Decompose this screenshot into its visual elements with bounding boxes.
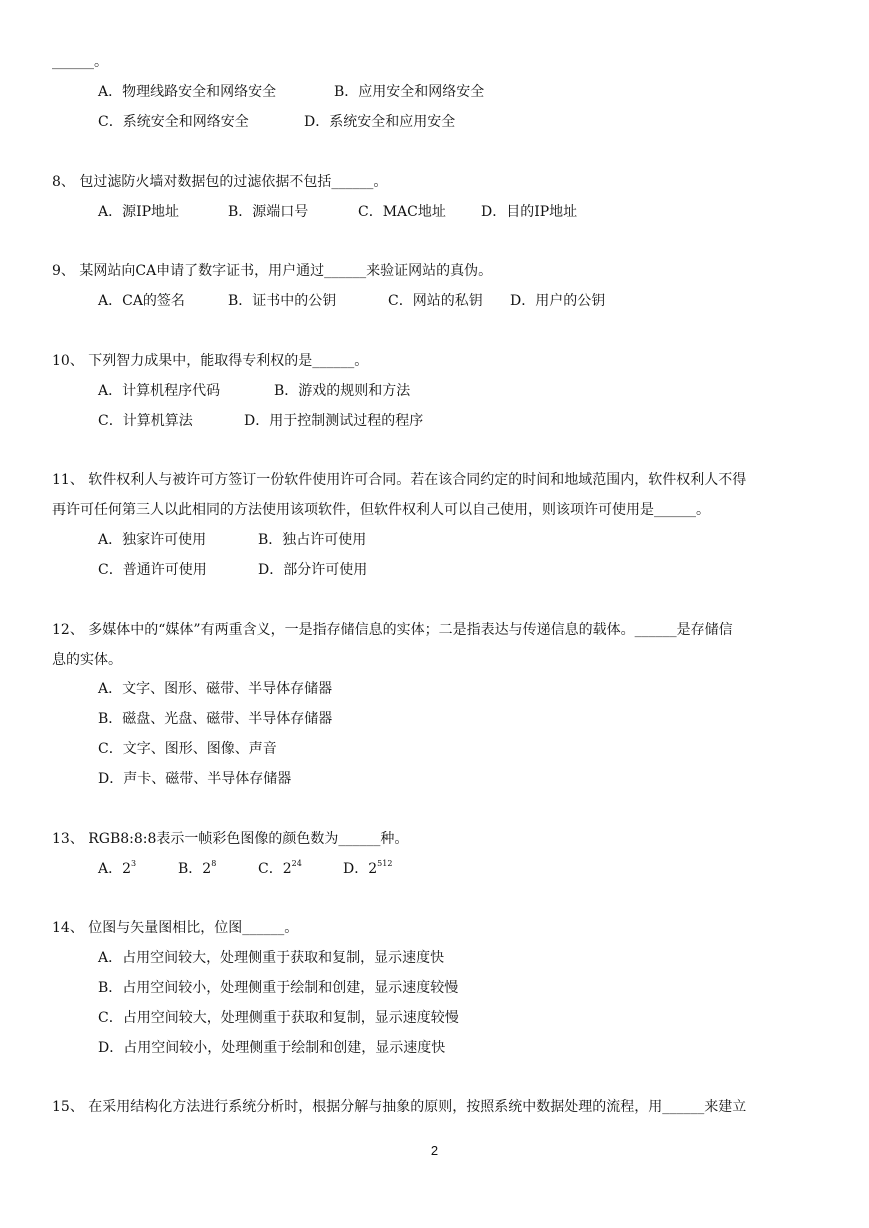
q8-stem: 8、 包过滤防火墙对数据包的过滤依据不包括______。 [52,174,388,190]
q8-option-b: B．源端口号 [228,204,309,220]
top-fragment: ______。 [52,54,108,70]
q10-option-c: C．计算机算法 [98,413,193,429]
q10-option-d: D．用于控制测试过程的程序 [244,413,424,429]
q14-stem: 14、 位图与矢量图相比，位图______。 [52,920,299,936]
q13-option-c-exponent: 24 [291,859,302,868]
q8-option-a: A．源IP地址 [98,204,180,220]
q12-option-b: B．磁盘、光盘、磁带、半导体存储器 [98,711,333,727]
q13-option-c [258,859,302,879]
q13-option-a-base: A．2 [98,861,132,877]
q13-option-b-base: B．2 [178,861,212,877]
q11-option-c: C．普通许可使用 [98,562,207,578]
q15-stem-line1: 15、 在采用结构化方法进行系统分析时，根据分解与抽象的原则，按照系统中数据处理的流程，用______来建立 [52,1099,747,1115]
q11-option-d: D．部分许可使用 [258,562,368,578]
q7-option-d: D．系统安全和应用安全 [304,114,456,130]
q10-stem: 10、 下列智力成果中，能取得专利权的是______。 [52,353,369,369]
q9-stem: 9、 某网站向CA申请了数字证书，用户通过______来验证网站的真伪。 [52,263,493,279]
q9-option-b: B．证书中的公钥 [228,293,337,309]
q12-option-d: D．声卡、磁带、半导体存储器 [98,771,292,787]
q8-option-c: C．MAC地址 [358,204,446,220]
q12-option-c: C．文字、图形、图像、声音 [98,741,277,757]
q13-option-b-exponent: 8 [211,859,217,868]
q10-option-b: B．游戏的规则和方法 [274,383,411,399]
q8-option-d: D．目的IP地址 [481,204,578,220]
q12-stem-line1: 12、 多媒体中的“媒体”有两重含义，一是指存储信息的实体；二是指表达与传递信息的载体。______是存储信 [52,622,733,638]
q7-option-a: A．物理线路安全和网络安全 [98,84,277,100]
q14-option-b: B．占用空间较小，处理侧重于绘制和创建，显示速度较慢 [98,980,459,996]
q7-option-b: B．应用安全和网络安全 [334,84,485,100]
q13-stem: 13、 RGB8:8:8表示一帧彩色图像的颜色数为______种。 [52,831,409,847]
q13-option-b [178,859,216,879]
q13-option-c-base: C．2 [258,861,292,877]
q13-option-d [343,859,392,879]
q9-option-d: D．用户的公钥 [510,293,606,309]
q13-option-a [98,859,136,879]
q13-option-d-base: D．2 [343,861,378,877]
q7-option-c: C．系统安全和网络安全 [98,114,249,130]
q11-stem-line2: 再许可任何第三人以此相同的方法使用该项软件，但软件权利人可以自己使用，则该项许可使用是______。 [52,502,710,518]
q12-option-a: A．文字、图形、磁带、半导体存储器 [98,681,333,697]
q14-option-c: C．占用空间较大，处理侧重于获取和复制，显示速度较慢 [98,1010,459,1026]
q11-option-b: B．独占许可使用 [258,532,367,548]
q13-option-a-exponent: 3 [131,859,137,868]
q11-stem-line1: 11、 软件权利人与被许可方签订一份软件使用许可合同。若在该合同约定的时间和地域范围内，软件权利人不得 [52,472,747,488]
q10-option-a: A．计算机程序代码 [98,383,221,399]
q14-option-a: A．占用空间较大，处理侧重于获取和复制，显示速度快 [98,950,445,966]
q12-stem-line2: 息的实体。 [52,652,122,668]
page-number: 2 [430,1143,439,1158]
q9-option-c: C．网站的私钥 [388,293,483,309]
q14-option-d: D．占用空间较小，处理侧重于绘制和创建，显示速度快 [98,1040,446,1056]
q13-option-d-exponent: 512 [377,859,393,868]
q11-option-a: A．独家许可使用 [98,532,207,548]
q9-option-a: A．CA的签名 [98,293,185,309]
